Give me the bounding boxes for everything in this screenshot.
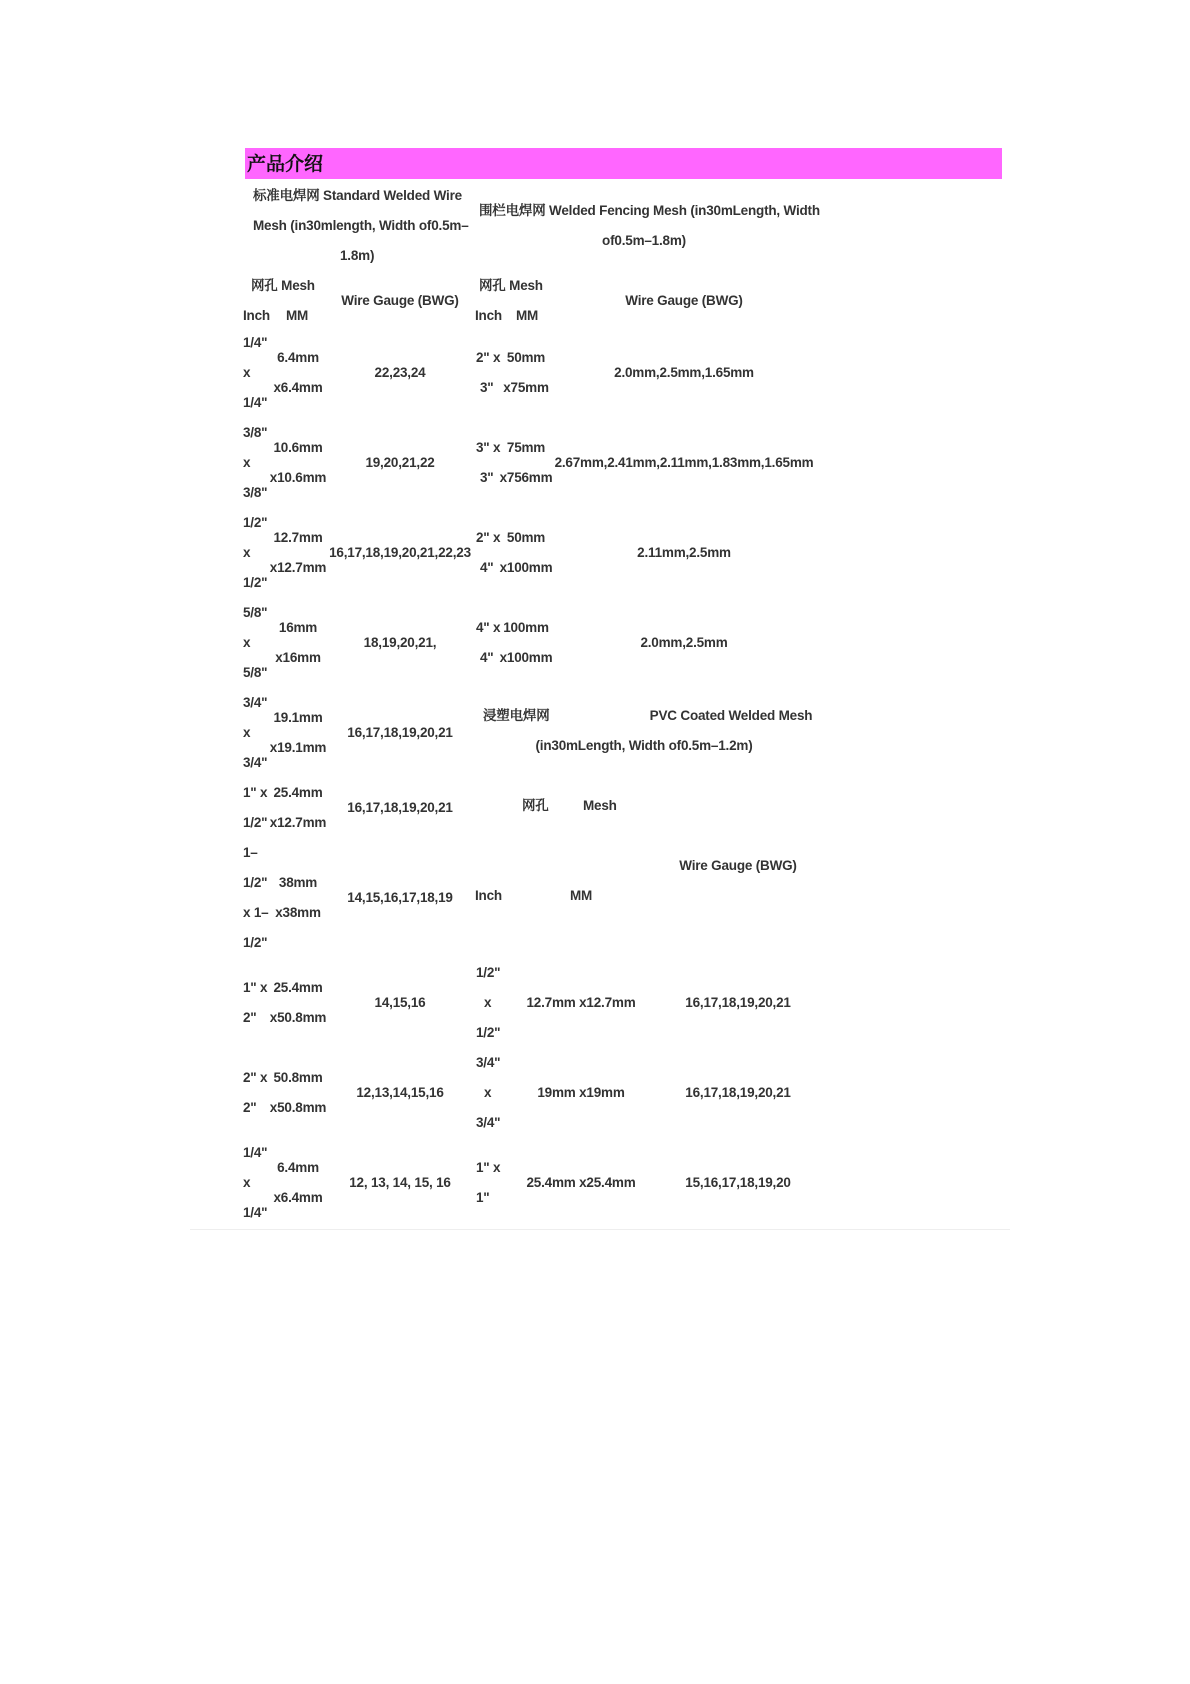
standard-inch-cell: 1/2" bbox=[243, 815, 268, 830]
fencing-inch-cell: 2" x bbox=[476, 530, 501, 545]
standard-inch-cell: x bbox=[243, 455, 251, 470]
standard-inch-cell: 1/4" bbox=[243, 1145, 268, 1160]
fencing-gauge-cell: 2.11mm,2.5mm bbox=[637, 545, 731, 560]
fencing-gauge-cell: 2.0mm,2.5mm,1.65mm bbox=[614, 365, 754, 380]
standard-inch-cell: 2" bbox=[243, 1100, 257, 1115]
standard-inch-cell: x 1– bbox=[243, 905, 269, 920]
pvc-inch-cell: x bbox=[484, 995, 492, 1010]
pvc-gauge-cell: 15,16,17,18,19,20 bbox=[685, 1175, 791, 1190]
pvc-inch-cell: 3/4" bbox=[476, 1055, 501, 1070]
standard-mm-cell: 25.4mm bbox=[273, 785, 323, 800]
standard-inch-cell: x bbox=[243, 365, 251, 380]
pvc-inch-cell: 1/2" bbox=[476, 1025, 501, 1040]
standard-inch-cell: 1/4" bbox=[243, 1205, 268, 1220]
standard-inch-cell: x bbox=[243, 635, 251, 650]
fencing-mesh-header: 网孔 Mesh bbox=[479, 278, 543, 293]
standard-mm-cell: 6.4mm bbox=[277, 350, 319, 365]
standard-mm-cell: x16mm bbox=[275, 650, 321, 665]
fencing-mm-cell: x75mm bbox=[503, 380, 549, 395]
fencing-inch-cell: 4" bbox=[480, 560, 494, 575]
fencing-heading-line: of0.5m–1.8m) bbox=[602, 233, 686, 248]
standard-inch-cell: 2" x bbox=[243, 1070, 268, 1085]
fencing-mm-cell: 100mm bbox=[503, 620, 549, 635]
standard-gauge-cell: 16,17,18,19,20,21 bbox=[347, 725, 453, 740]
bottom-divider bbox=[190, 1229, 1010, 1230]
pvc-inch-cell: 1" x bbox=[476, 1160, 501, 1175]
standard-gauge-cell: 12,13,14,15,16 bbox=[356, 1085, 444, 1100]
standard-inch-cell: 5/8" bbox=[243, 665, 268, 680]
fencing-mm-cell: 50mm bbox=[506, 350, 546, 365]
section-title: 产品介绍 bbox=[247, 153, 324, 175]
standard-inch-cell: 2" bbox=[243, 1010, 257, 1025]
standard-inch-cell: 3/8" bbox=[243, 425, 268, 440]
standard-gauge-cell: 14,15,16,17,18,19 bbox=[347, 890, 453, 905]
standard-mm-cell: x6.4mm bbox=[273, 380, 323, 395]
standard-inch-cell: 3/8" bbox=[243, 485, 268, 500]
pvc-mm-cell: 12.7mm x12.7mm bbox=[526, 995, 636, 1010]
pvc-inch-cell: x bbox=[484, 1085, 492, 1100]
pvc-mm-cell: 19mm x19mm bbox=[537, 1085, 625, 1100]
fencing-gauge-header: Wire Gauge (BWG) bbox=[625, 293, 743, 308]
fencing-gauge-cell: 2.67mm,2.41mm,2.11mm,1.83mm,1.65mm bbox=[554, 455, 814, 470]
fencing-mm-cell: x100mm bbox=[499, 560, 553, 575]
standard-gauge-cell: 19,20,21,22 bbox=[365, 455, 435, 470]
standard-mm-cell: x19.1mm bbox=[269, 740, 327, 755]
standard-inch-cell: 1/2" bbox=[243, 575, 268, 590]
fencing-inch-header: Inch bbox=[475, 308, 502, 323]
standard-mm-cell: x10.6mm bbox=[269, 470, 327, 485]
fencing-mm-cell: x100mm bbox=[499, 650, 553, 665]
standard-gauge-cell: 16,17,18,19,20,21 bbox=[347, 800, 453, 815]
standard-heading-line: 标准电焊网 Standard Welded Wire bbox=[253, 188, 462, 203]
standard-mm-cell: x12.7mm bbox=[269, 560, 327, 575]
pvc-mm-cell: 25.4mm x25.4mm bbox=[526, 1175, 636, 1190]
fencing-mm-cell: 50mm bbox=[506, 530, 546, 545]
standard-gauge-cell: 12, 13, 14, 15, 16 bbox=[349, 1175, 451, 1190]
standard-inch-cell: 3/4" bbox=[243, 755, 268, 770]
standard-gauge-cell: 16,17,18,19,20,21,22,23 bbox=[329, 545, 471, 560]
standard-inch-cell: 3/4" bbox=[243, 695, 268, 710]
standard-mm-cell: 6.4mm bbox=[277, 1160, 319, 1175]
section-header-bar bbox=[245, 148, 1002, 179]
standard-inch-cell: 1" x bbox=[243, 785, 268, 800]
standard-mm-header: MM bbox=[286, 308, 309, 323]
standard-inch-cell: x bbox=[243, 545, 251, 560]
fencing-gauge-cell: 2.0mm,2.5mm bbox=[640, 635, 728, 650]
standard-mm-cell: 19.1mm bbox=[273, 710, 323, 725]
fencing-inch-cell: 3" bbox=[480, 470, 494, 485]
pvc-heading-en: PVC Coated Welded Mesh bbox=[649, 708, 813, 723]
standard-mm-cell: x50.8mm bbox=[269, 1010, 327, 1025]
standard-mm-cell: x12.7mm bbox=[269, 815, 327, 830]
fencing-mm-cell: 75mm bbox=[506, 440, 546, 455]
fencing-inch-cell: 2" x bbox=[476, 350, 501, 365]
standard-inch-cell: 1/2" bbox=[243, 515, 268, 530]
standard-inch-cell: 1/4" bbox=[243, 335, 268, 350]
pvc-mesh-cn: 网孔 bbox=[522, 798, 549, 813]
fencing-mm-cell: x756mm bbox=[499, 470, 553, 485]
standard-inch-header: Inch bbox=[243, 308, 270, 323]
standard-mesh-header: 网孔 Mesh bbox=[251, 278, 315, 293]
standard-inch-cell: 1/2" bbox=[243, 875, 268, 890]
standard-mm-cell: 38mm bbox=[278, 875, 318, 890]
standard-mm-cell: 50.8mm bbox=[273, 1070, 323, 1085]
pvc-gauge-header: Wire Gauge (BWG) bbox=[679, 858, 797, 873]
standard-inch-cell: 1/2" bbox=[243, 935, 268, 950]
standard-heading-line: Mesh (in30mlength, Width of0.5m– bbox=[253, 218, 469, 233]
standard-mm-cell: 10.6mm bbox=[273, 440, 323, 455]
standard-inch-cell: 1/4" bbox=[243, 395, 268, 410]
pvc-heading-cn: 浸塑电焊网 bbox=[483, 708, 550, 723]
standard-inch-cell: 5/8" bbox=[243, 605, 268, 620]
pvc-inch-cell: 3/4" bbox=[476, 1115, 501, 1130]
pvc-inch-header: Inch bbox=[475, 888, 502, 903]
fencing-inch-cell: 3" bbox=[480, 380, 494, 395]
standard-gauge-cell: 14,15,16 bbox=[374, 995, 426, 1010]
standard-inch-cell: 1" x bbox=[243, 980, 268, 995]
pvc-gauge-cell: 16,17,18,19,20,21 bbox=[685, 995, 791, 1010]
standard-inch-cell: x bbox=[243, 1175, 251, 1190]
standard-gauge-cell: 18,19,20,21, bbox=[363, 635, 437, 650]
standard-inch-cell: 1– bbox=[243, 845, 258, 860]
fencing-inch-cell: 4" x bbox=[476, 620, 501, 635]
standard-heading-line: 1.8m) bbox=[340, 248, 375, 263]
standard-inch-cell: x bbox=[243, 725, 251, 740]
pvc-mm-header: MM bbox=[569, 888, 593, 903]
fencing-inch-cell: 4" bbox=[480, 650, 494, 665]
fencing-mm-header: MM bbox=[516, 308, 539, 323]
standard-mm-cell: 25.4mm bbox=[273, 980, 323, 995]
standard-mm-cell: 12.7mm bbox=[273, 530, 323, 545]
pvc-gauge-cell: 16,17,18,19,20,21 bbox=[685, 1085, 791, 1100]
pvc-mesh-en: Mesh bbox=[583, 798, 617, 813]
standard-mm-cell: 16mm bbox=[278, 620, 318, 635]
pvc-inch-cell: 1" bbox=[476, 1190, 490, 1205]
standard-mm-cell: x6.4mm bbox=[273, 1190, 323, 1205]
fencing-inch-cell: 3" x bbox=[476, 440, 501, 455]
standard-mm-cell: x38mm bbox=[275, 905, 321, 920]
pvc-inch-cell: 1/2" bbox=[476, 965, 501, 980]
standard-mm-cell: x50.8mm bbox=[269, 1100, 327, 1115]
standard-gauge-header: Wire Gauge (BWG) bbox=[341, 293, 459, 308]
pvc-heading-line: (in30mLength, Width of0.5m–1.2m) bbox=[535, 738, 753, 753]
standard-gauge-cell: 22,23,24 bbox=[374, 365, 426, 380]
fencing-heading-line: 围栏电焊网 Welded Fencing Mesh (in30mLength, Width bbox=[479, 203, 820, 218]
